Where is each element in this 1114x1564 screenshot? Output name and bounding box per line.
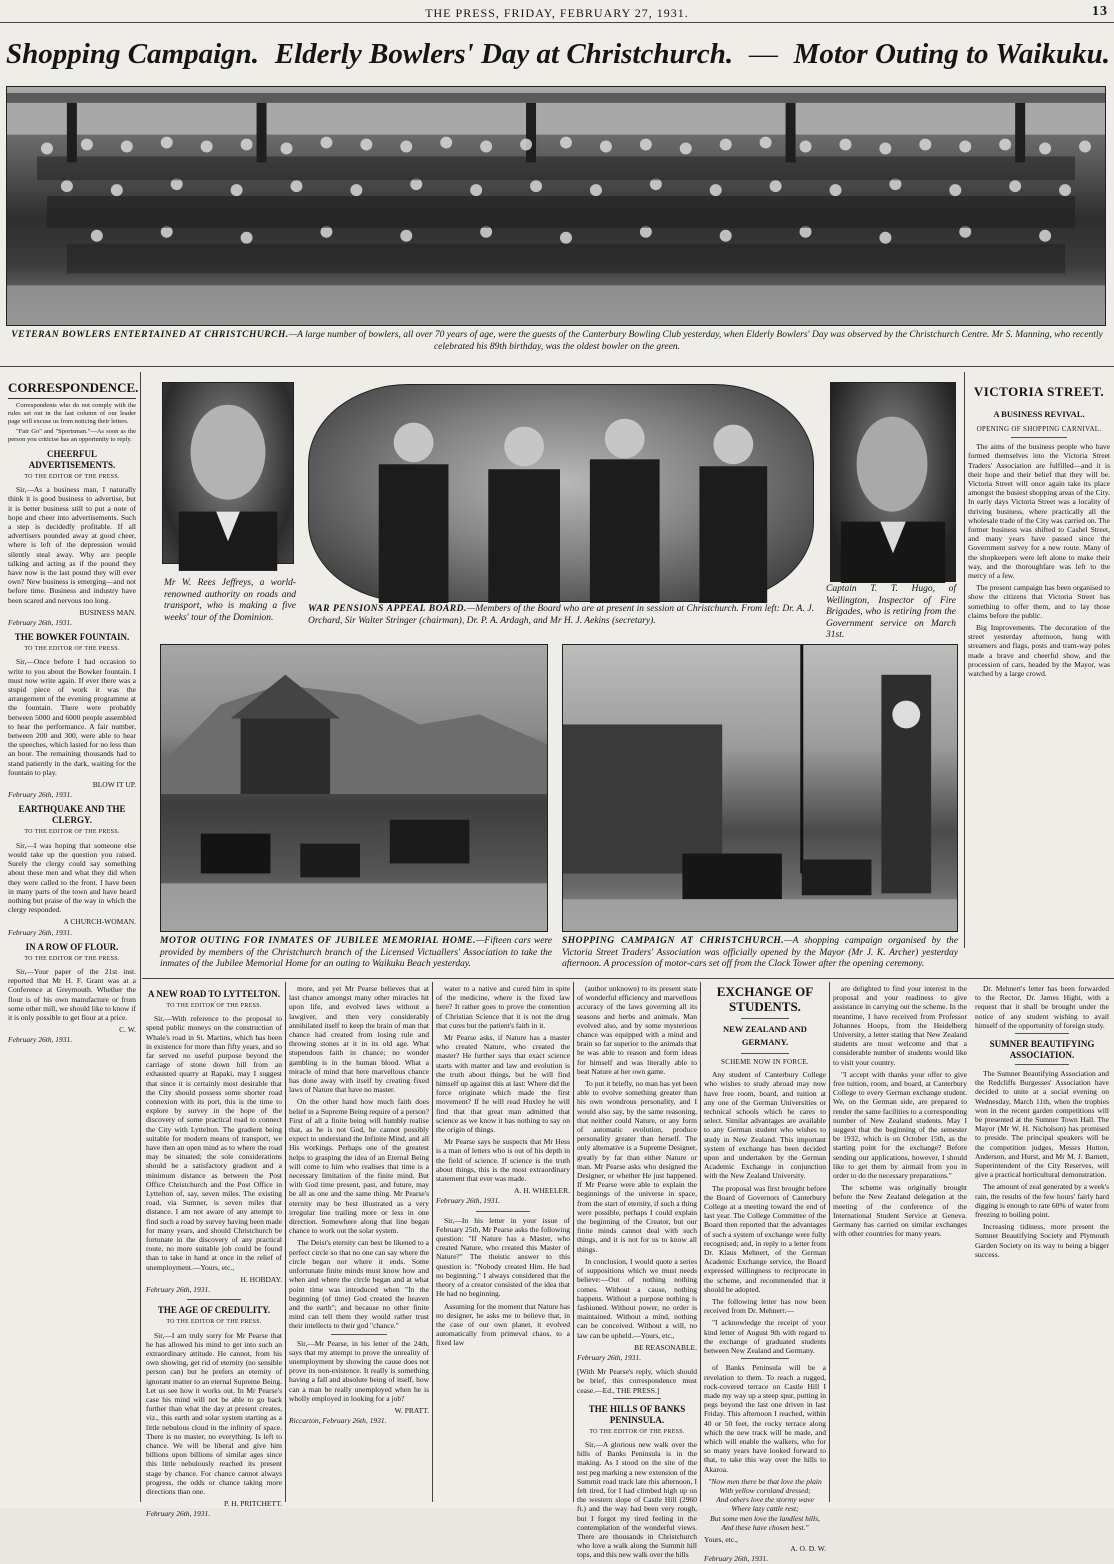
letter-body: Sir,—Once before I had occasion to write to you about the Bowker fountain. I must now write again. If ever there was a stupid piece of work it was the arrangement of the evening programme at the fountain. There were probably between 5000 and 6000 people assembled to hear the performance. A fair number, between 200 and 300, were able to hear the speeches, which lasted for no less than an hour. The remaining thousands had to stand patiently in the dark, waiting for the fountain to play. — [8, 657, 136, 777]
column-rule — [964, 372, 965, 948]
poem-line: And others love the stormy wave — [716, 1495, 814, 1505]
letter-paragraph: The Deist's eternity can best be likened to a perfect circle so that no one can say where the circle began nor where it ends. Some unfortunate finite minds must know how and when and where the circle began and at what point time was introduced when "In the beginning (of time) God created the heaven and the earth"; and because no other finite mind can tell them they would rather trust their intellects to their god "chance." — [289, 1238, 429, 1331]
letter-body: Sir,—I am truly sorry for Mr Pearse that he has allowed his mind to get into such an extraordinary attitude. He cannot, from his own showing, get rid of eternity (no sensible person can) but he prefers an eternity of ignorant matter to an eternal Supreme Being. Let us see how it works out. In Mr Pearse's case his mind will not be able to go back further than what the day at present creates, viz., this earth and solar system starting as a little nebulous cloud in the infinity of space. There is no master, no everything. Is left to chance. We will be liberal and give him billions upon billions of similar ages since this little nebulously reached its present stage by chance. For chance cannot always progress, the odds or chance taking more directions than one. — [146, 1330, 282, 1496]
sumner-paragraph: The Sumner Beautifying Association and the Redcliffs Burgesses' Association have decided to unite at a social evening on Wednesday, March 11th, when the trophies won in the recent garden competitions will be presented at the Sumner Town Hall. The Mayor (Mr W. H. Nicholson) has promised to preside. The principal speakers will be the competition judges, Messrs Hutton, Anderson, and Hurst, and Mr M. J. Barnett, Superintendent of the City Reserves, will give a practical horticultural demonstration. — [975, 1069, 1109, 1180]
letter-signature: BE REASONABLE. — [634, 1342, 697, 1352]
dateline: THE PRESS, FRIDAY, FEBRUARY 27, 1931. — [425, 6, 689, 20]
letter-date: February 26th, 1931. — [8, 790, 73, 800]
letters-column-5 — [577, 984, 697, 1560]
headline-separator: — — [748, 37, 778, 70]
letter-paragraph: Mr Pearse says he suspects that Mr Hess is a man of letters who is out of his depth in the field of science. If science is the truth about things, this is the most extraordinary statement that ever was made. — [436, 1137, 570, 1184]
letters-column-2 — [146, 984, 282, 1519]
letter-signature: H. HOBDAY. — [240, 1274, 282, 1284]
letter-sub: TO THE EDITOR OF THE PRESS. — [24, 829, 120, 836]
letter-signature: BLOW IT UP. — [92, 780, 136, 790]
letter-head: THE AGE OF CREDULITY. — [157, 1305, 271, 1316]
letter-head: EARTHQUAKE AND THE CLERGY. — [18, 804, 126, 826]
sumner-paragraph: Increasing tidiness, more present the Sumner Beautifying Society and Plymouth Garden Society on its way to being a bigger success. — [975, 1222, 1109, 1259]
pensions-caption-text: —Members of the Board who are at present in session at Christchurch. From left: Dr. A. J. Orchard, Sir Walter Stringer (chairman), Dr. P. A. Ardagh, and Mr H. J. Aekins (secretary). — [308, 604, 815, 626]
letter-body: Sir,—Your paper of the 21st inst. reported that Mr H. F. Grant was at a Conference at Greymouth. Whether the flour is of his own manufacture or from some other mill, we should like to know if it is only possible to get flour at a price. — [8, 966, 136, 1022]
pensions-caption-lead: WAR PENSIONS APPEAL BOARD. — [308, 604, 467, 614]
exchange-subhead-2: SCHEME NOW IN FORCE. — [721, 1058, 809, 1066]
letter-sub: TO THE EDITOR OF THE PRESS. — [589, 1428, 685, 1435]
headline-shopping: Shopping Campaign. — [6, 37, 260, 70]
bowlers-group-photo — [6, 86, 1106, 326]
shopping-caption — [562, 936, 958, 971]
shopping-caption-lead: SHOPPING CAMPAIGN AT CHRISTCHURCH. — [562, 936, 785, 946]
letter-paragraph: On the other hand how much faith does belief in a Supreme Being require of a person? First of all a finite being will humbly realise that, as he is not God, he cannot possibly expect to understand the Infinite Mind, and all His workings. Perhaps one of the greatest helps to grasping the idea of an Eternal Being will come to him who realises that time is a necessary limitation of the finite mind. But with God time present, past, and future, may be all as one and the same thing. Mr Pearse's eternity may be best illustrated as a very irregular line trailing more or less in one direction. Somewhere along that line began chance to work out the solar system. — [289, 1097, 429, 1236]
exchange-paragraph: are delighted to find your interest in the proposal and your readiness to give assistance in carrying out the scheme. In the meantime, I have received from Professor Johannes Hoops, from the Heidelberg University, a letter stating that New Zealand students are most welcome and that a considerable number of students would like to visit your country. — [833, 984, 967, 1067]
victoria-subhead-2: OPENING OF SHOPPING CARNIVAL. — [976, 425, 1102, 433]
sumner-paragraph: The amount of zeal generated by a week's rain, the results of the few hours' fairly hard digging is enough to rate 60% of water from freezing to boiling point. — [975, 1182, 1109, 1220]
letter-paragraph: (author unknown) to its present state of wonderful efficiency and marvellous accuracy of the laws governing all its seasons and herbs and animals. Man evolved also, and by some mysterious chance was equipped with a mind and brain so far superior to the animals that he was able to reason and form ideas for himself and was literally able to beat Nature at her own game. — [577, 984, 697, 1076]
letter-head: A NEW ROAD TO LYTTELTON. — [148, 989, 280, 999]
hugo-caption: Captain T. T. Hugo, of Wellington, Inspector of Fire Brigades, who is retiring from the Government service on March 31st. — [826, 584, 956, 640]
jeffreys-portrait — [162, 382, 294, 564]
poem-line: But some men love the landlest hills, — [710, 1513, 820, 1523]
letters-column-3 — [289, 984, 429, 1502]
poem — [704, 1477, 826, 1532]
shopping-caption-text: —A shopping campaign organised by the Victoria Street Traders' Association was officially opened by the Mayor (Mr J. K. Archer) yesterday afternoon. A procession of motor-cars set off from the Clock Tower after the opening ceremony. — [562, 936, 958, 969]
letter-signature: C. W. — [119, 1025, 136, 1035]
column-rule — [432, 982, 433, 1502]
letter-cheerful — [8, 449, 136, 627]
headline-bowlers: Elderly Bowlers' Day at Christchurch. — [274, 37, 734, 70]
victoria-subhead: A BUSINESS REVIVAL. — [993, 409, 1085, 419]
pensions-board-photo — [308, 384, 814, 602]
exchange-continued-column — [833, 984, 1109, 1502]
poem-line: "Now men there be that love the plain — [708, 1476, 822, 1486]
hugo-portrait — [830, 382, 956, 582]
sumner-heading: SUMNER BEAUTIFYING ASSOCIATION. — [989, 1039, 1095, 1061]
section-rule — [0, 366, 1114, 367]
exchange-paragraph: The proposal was first brought before the Board of Governors of Canterbury College at a meeting toward the end of last year. The College Committee of the Board then reported that the advantages of such a system of exchange were fully recognised; and, in reply to a letter from Dr. Klaus Mehnert, of the German Academic Exchange service, the Board expressed willingness to reciprocate in the scheme, and recommended that it should be adopted. — [704, 1183, 826, 1294]
banks-continued: of Banks Peninsula will be a revelation to them. To reach a rugged, rock-covered terrace on Castle Hill I made my way up a steep spur, putting in pegs beyond the last one driven in last Friday. This afternoon I reached, within 40 or 50 feet, the rocky terrace along which the new track will be made, and which will enable the walkers, who for so many years have looked forward to that, to take this way over the hills to Akaroa. — [704, 1363, 826, 1474]
exchange-paragraph: The following letter has now been received from Dr. Mehnert:— — [704, 1297, 826, 1316]
correspondence-reply: "Fair Go" and "Sportsman."—As soon as the person you criticise has an opportunity to reply. — [8, 428, 136, 444]
letter-paragraph: water to a native and cured him in spite of the medicine, where is the fixed law here? It rather goes to prove the contention of Christian Science that it is not the drug that cures but the patient's faith in it. — [436, 984, 570, 1030]
section-rule — [142, 978, 1114, 979]
letter-signature: A CHURCH-WOMAN. — [63, 917, 136, 927]
letter-paragraph: Mr Pearse asks, if Nature has a master who created Nature, who created the master? He further says that exact science starts with matter and law and evolution is the truth about things, but he will find himself up against this at last: Where did the force originate which made the first movement? If he will read Huxley he will find that that great man admitted that science as we know it has nothing to say on the origin of things. — [436, 1033, 570, 1135]
letter-sub: TO THE EDITOR OF THE PRESS. — [166, 1003, 262, 1009]
letter-paragraph: Sir,—In his letter in your issue of February 25th, Mr Pearse asks the following question: "If Nature has a Master, who created Nature, who created this Master of Nature?" The theistic answer to this question is: "Nobody created Him. He had no beginning." I always considered that the theory of a creator consisted of the idea that He had no beginning. — [436, 1215, 570, 1299]
letter-paragraph: To put it briefly, no man has yet been able to evolve something greater than his own wondrous personality, and I would also say, by the same reasoning, that neither could Nature, or any form of automatic evolution, produce personality greater than herself. The only alternative is a Supreme Designer, greatly by far than either Nature or man. Mr Pearse asks who designed the Designer, or whether He just happened. If Mr Pearse were able to explain the beginnings of the universe in space, from the start of eternity, if such a thing were possible, perhaps I could explain the beginning of the Creator, but our finite minds cannot deal with such things, and it is not for us to know all things. — [577, 1079, 697, 1254]
letter-paragraph: Sir,—Mr Pearse, in his letter of the 24th, says that my attempt to prove the unreality of unemployment by showing the cause does not prove its non-existence. It really is something having a fall and absolute being of itself, how can a man be really unemployed when he is wholly employed in looking for a job? — [289, 1338, 429, 1403]
outing-caption — [160, 936, 552, 971]
outing-caption-text: —Fifteen cars were provided by members of the Christchurch branch of the Licensed Victuallers' Association to take the inmates of the Jubilee Memorial Home for an outing to Waikuku Beach yesterday. — [160, 936, 552, 969]
letter-paragraph: more, and yet Mr Pearse believes that at last chance amongst many other miracles hit upon life, and evolved laws without a lawgiver, and then very considerably annihilated itself to keep the brain of man that chance had created from losing rule and throwing stones at it in its old age. What stupendous faith in chance; no wonder gambling is in the human blood. What a miracle of mind that here marvellous chance has done away with itself by creating fixed laws of Nature that have no master. — [289, 984, 429, 1095]
shopping-campaign-photo — [562, 644, 958, 932]
victoria-paragraph: The aims of the business people who have formed themselves into the Victoria Street Traders' Association are fulfilled—and it is their hope and their belief that they will be. Victoria Street will once again take its place amongst the busiest shopping areas of the City. In early days Victoria Street was a locality of thriving business, where practically all the wholesale trade of the City was carried on. The former business was shifted to Cashel Street, and many years have passed since the Government survey for a new route. Many of the shopkeepers were left alone to make their way, and the thoroughfare was left to the mercy of a few. — [968, 442, 1110, 581]
poem-line: Where lazy cattle rest; — [731, 1504, 799, 1514]
victoria-paragraph: Big Improvements. The decoration of the street yesterday afternoon, hung with streamers and flags, posts and tram-way poles made a brave and cheerful show, and the procession of cars, headed by the Mayor, was watched by a large crowd. — [968, 623, 1110, 679]
letter-paragraph: In conclusion, I would quote a series of suppositions which we must needs believe:—Out of nothing nothing comes. Without a cause, nothing happens. Without a purpose nothing is fashioned. Without power, no order is maintained. Without a mind, nothing can be conceived. Without a will, no law can be upheld.—Yours, etc., — [577, 1256, 697, 1340]
correspondence-column — [8, 402, 136, 1502]
letter-head: THE HILLS OF BANKS PENINSULA. — [588, 1403, 686, 1425]
exchange-heading: EXCHANGE OF STUDENTS. — [716, 984, 814, 1014]
letter-credulity — [146, 1305, 282, 1518]
poem-line: And these have chosen best." — [721, 1522, 809, 1532]
victoria-street-heading: VICTORIA STREET. — [973, 384, 1105, 399]
column-rule — [829, 982, 830, 1502]
letter-head: CHEERFUL ADVERTISEMENTS. — [28, 448, 116, 470]
letter-signature: A. H. WHEELER. — [514, 1186, 570, 1196]
column-rule — [285, 982, 286, 1502]
letter-body: Sir,—With reference to the proposal to spend public moneys on the construction of Whale's road in St. Martins, which has been in existence for more than fifty years, and so far served no useful purpose beyond the carriage of stone down hill from an exhausted quarry at Rapaki, may I suggest that since it is certainly most desirable that the City should possess some shorter road connexion with its port, this is the time to explore by survey in the hope of the discovery of some practical road to connect the City with Lyttelton. The gradient being suitable for modern means of transport, we have then an open mind as to where the road may be situated; the sole considerations should be a satisfactory gradient and a minimum distance as between the Post Office Christchurch and the Post Office in Lyttelton of, say, seven miles. The existing road, via Sumner, is seven miles that distance. I am not aware of any attempt to find such a road by survey having been made for many years, and should Christchurch be fortunate in the discovery of any practical route, no more suitable job could be found than to take in hand at once in the relief of unemployment.—Yours, etc., — [146, 1014, 282, 1272]
letter-sub: TO THE EDITOR OF THE PRESS. — [166, 1319, 262, 1326]
letter-date: February 26th, 1931. — [146, 1509, 211, 1519]
bowlers-caption — [8, 330, 1106, 353]
letter-signature: BUSINESS MAN. — [79, 607, 136, 617]
exchange-column — [704, 984, 826, 1564]
page-number: 13 — [1092, 4, 1108, 19]
letter-date: February 26th, 1931. — [436, 1196, 501, 1206]
exchange-paragraph: The scheme was originally brought before the New Zealand delegation at the meeting of the conference of the International Student Service at Geneva. Germany has carried on similar exchanges with other countries for many years. — [833, 1183, 967, 1239]
letter-flour — [8, 942, 136, 1045]
letter-bowker — [8, 632, 136, 799]
letter-body: Sir,—A glorious new walk over the hills of Banks Peninsula is in the making. As I stood on the site of the test peg marking a new extension of the Summit road track late this afternoon, I felt tired, for I had climbed high up on the western slope of Castle Hill (2960 ft.) and the way had been very rough, but I forgot my tired feeling in the contemplation of the wonderful views. There are thousands in Christchurch who love a walk along the Summit hill tops, and this new walk over the hills — [577, 1439, 697, 1560]
letter-sub: TO THE EDITOR OF THE PRESS. — [24, 955, 120, 962]
letter-lyttelton-road — [146, 989, 282, 1294]
letter-sub: TO THE EDITOR OF THE PRESS. — [24, 646, 120, 653]
letter-paragraph: Assuming for the moment that Nature has no designer, he asks me to believe that, in the case of our own planet, it evolved automatically from primeval chaos, to a fixed law — [436, 1301, 570, 1348]
correspondence-heading: CORRESPONDENCE. — [8, 380, 136, 399]
letter-date: Riccarton, February 26th, 1931. — [289, 1416, 387, 1426]
exchange-paragraph: Any student of Canterbury College who wishes to study abroad may now have free room, board, and tuition at any one of the German Universities or technical schools which he cares to select. Similar advantages are available to any German student who wishes to study in New Zealand. This important system of exchange has been decided upon and undertaken by the German Academic Exchange in conjunction with the New Zealand University. — [704, 1070, 826, 1181]
letter-body: Sir,—I was hoping that someone else would take up the question you raised. Surely the clergy could say something about these men and what they did when they were called to the front. I have been in many parts of the town and have heard nothing but praise of the way in which the clergy responded. — [8, 840, 136, 915]
jubilee-outing-photo — [160, 644, 548, 932]
letter-date: February 26th, 1931. — [146, 1285, 211, 1295]
letter-body: Sir,—As a business man, I naturally think it is good business to advertise, but it is better business still to put a note of hope and cheer into advertisements. Such a step is decidedly profitable. If all advertisers pounded away at good cheer, where is left of the depression would silently steal away. Why are people talking and acting as if the pound they have now is the last pound they will ever own? New business is emerging—and not before time. Business and industry have been scared and nervous too long. — [8, 485, 136, 605]
letter-date: February 26th, 1931. — [8, 618, 73, 628]
masthead — [0, 4, 1114, 22]
letter-date: February 26th, 1931. — [8, 927, 73, 937]
letters-column-4 — [436, 984, 570, 1502]
column-rule — [140, 372, 141, 1502]
poem-line: With yellow cornland dressed; — [719, 1485, 811, 1495]
masthead-rule — [0, 22, 1114, 23]
letter-signature: W. PRATT. — [394, 1405, 429, 1415]
headline-waikuku: Motor Outing to Waikuku. — [793, 37, 1110, 70]
jeffreys-caption: Mr W. Rees Jeffreys, a world-renowned authority on roads and transport, who is making a five weeks' tour of the Dominion. — [164, 578, 296, 623]
outing-caption-lead: MOTOR OUTING FOR INMATES OF JUBILEE MEMORIAL HOME. — [160, 936, 476, 946]
bowlers-caption-text: —A large number of bowlers, all over 70 years of age, were the guests of the Canterbury Bowling Club yesterday, when Elderly Bowlers' Day was observed by the Christchurch Centre. Mr S. Manning, who recently celebrated his 89th birthday, was the oldest bowler on the green. — [288, 330, 1103, 352]
letter-closing: Yours, etc., — [704, 1534, 738, 1544]
column-rule — [700, 982, 701, 1502]
letter-signature: P. H. PRITCHETT. — [224, 1499, 282, 1509]
letter-sub: TO THE EDITOR OF THE PRESS. — [24, 473, 120, 480]
editor-note: [With Mr Pearse's reply, which should be brief, this correspondence must cease.—Ed., THE PRESS.] — [577, 1367, 697, 1395]
exchange-paragraph: Dr. Mehnert's letter has been forwarded to the Rector, Dr. James Hight, with a request that it shall be brought under the notice of any student wishing to avail himself of the opportunity of foreign study. — [975, 984, 1109, 1030]
bowlers-caption-lead: VETERAN BOWLERS ENTERTAINED AT CHRISTCHURCH. — [11, 330, 289, 340]
letter-signature: A. O. D. W. — [790, 1544, 826, 1554]
exchange-paragraph: "I accept with thanks your offer to give free tuition, room, and board, at Canterbury College to every German exchange student. We, on the German side, are prepared to render the same facilities to a corresponding number of New Zealand students. May I suggest that the beginning of the semester be 1932, which is on October 15th, as the starting point for the exchange? Before sending our applications, however, I should like to get them by airmail from you in order to do the necessary preparations." — [833, 1069, 967, 1181]
victoria-paragraph: The present campaign has been organised to show the citizens that Victoria Street has something to offer them, and to lay those claims before the public. — [968, 583, 1110, 620]
column-rule — [573, 982, 574, 1502]
letter-date: February 26th, 1931. — [8, 1035, 73, 1045]
letter-head: THE BOWKER FOUNTAIN. — [14, 632, 130, 643]
letter-date: February 26th, 1931. — [704, 1554, 769, 1564]
headline-row — [6, 30, 1110, 78]
pensions-caption — [308, 604, 814, 627]
letter-head: IN A ROW OF FLOUR. — [25, 941, 119, 952]
letter-date: February 26th, 1931. — [577, 1352, 642, 1362]
correspondence-notice: Correspondents who do not comply with the rules set out in the last column of our leader page will excuse us from noticing their letters. — [8, 402, 136, 425]
letter-earthquake — [8, 804, 136, 936]
victoria-street-column — [968, 404, 1110, 944]
exchange-subhead: NEW ZEALAND AND GERMANY. — [723, 1024, 807, 1047]
exchange-paragraph: "I acknowledge the receipt of your kind letter of August 9th with regard to the exchange of graduated students between New Zealand and Germany. — [704, 1318, 826, 1356]
